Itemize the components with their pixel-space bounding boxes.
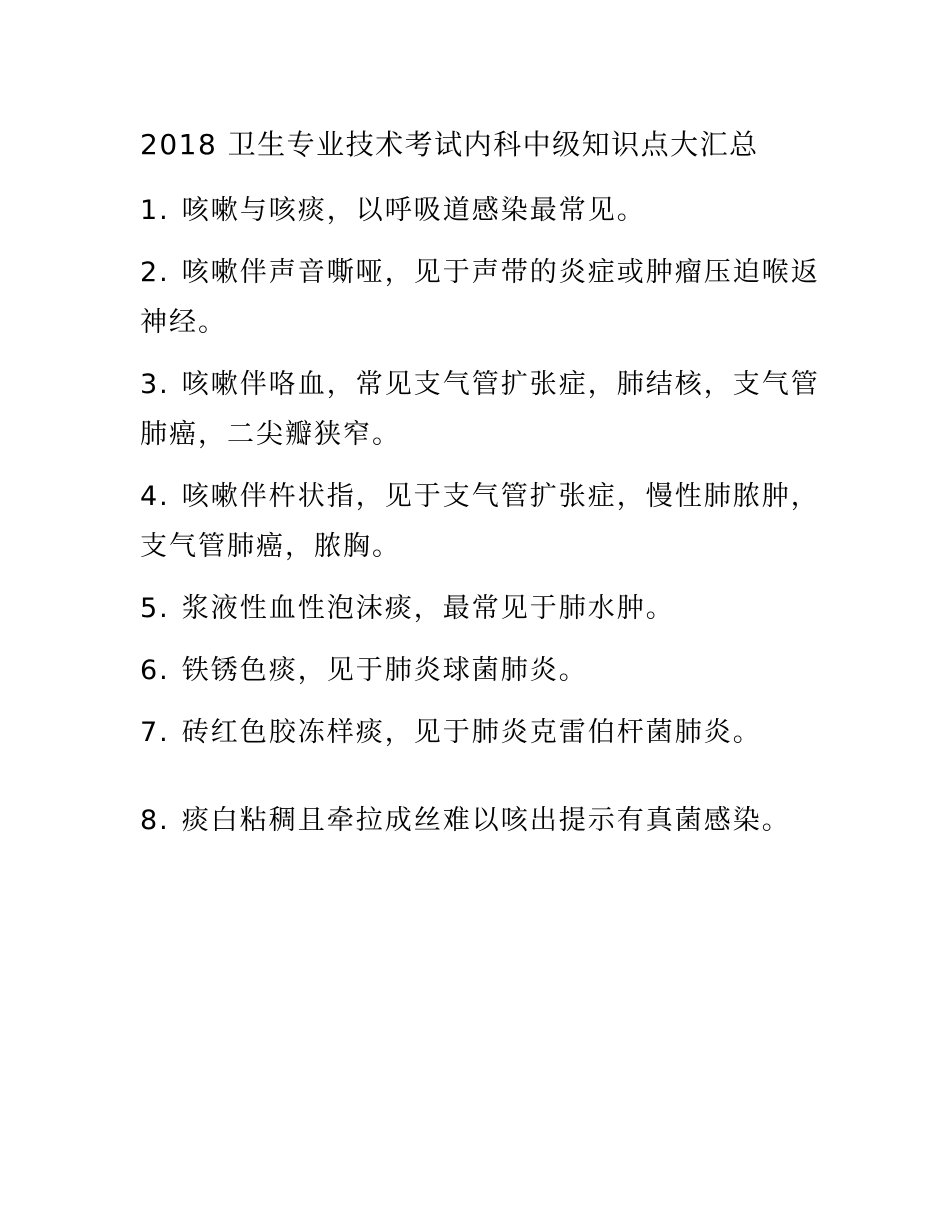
document-body [140,124,820,858]
item-number: 7. [140,717,170,748]
item-text: 浆液性血性泡沫痰，最常见于肺水肿。 [181,593,675,624]
item-text: 砖红色胶冻样痰，见于肺炎克雷伯杆菌肺炎。 [181,717,762,748]
list-item [140,360,820,460]
list-item [140,186,820,236]
item-number: 1. [140,195,170,226]
document-title: 2018 卫生专业技术考试内科中级知识点大汇总 [140,128,759,161]
item-number: 2. [140,257,170,288]
item-number: 3. [140,369,170,400]
list-item [140,248,820,348]
item-number: 6. [140,655,170,686]
item-text: 铁锈色痰，见于肺炎球菌肺炎。 [181,655,588,686]
item-text: 咳嗽伴杵状指，见于支气管扩张症，慢性肺脓肿，支气管肺癌，脓胸。 [140,481,820,562]
item-number: 8. [140,805,170,836]
item-text: 咳嗽伴声音嘶哑，见于声带的炎症或肿瘤压迫喉返神经。 [140,257,820,338]
list-item [140,584,820,634]
list-item [140,646,820,696]
item-text: 咳嗽与咳痰，以呼吸道感染最常见。 [181,195,646,226]
item-text: 痰白粘稠且牵拉成丝难以咳出提示有真菌感染。 [181,805,791,836]
list-item [140,796,820,846]
item-number: 4. [140,481,170,512]
item-text: 咳嗽伴咯血，常见支气管扩张症，肺结核，支气管肺癌，二尖瓣狭窄。 [140,369,820,450]
list-item [140,708,820,758]
item-number: 5. [140,593,170,624]
list-item [140,472,820,572]
